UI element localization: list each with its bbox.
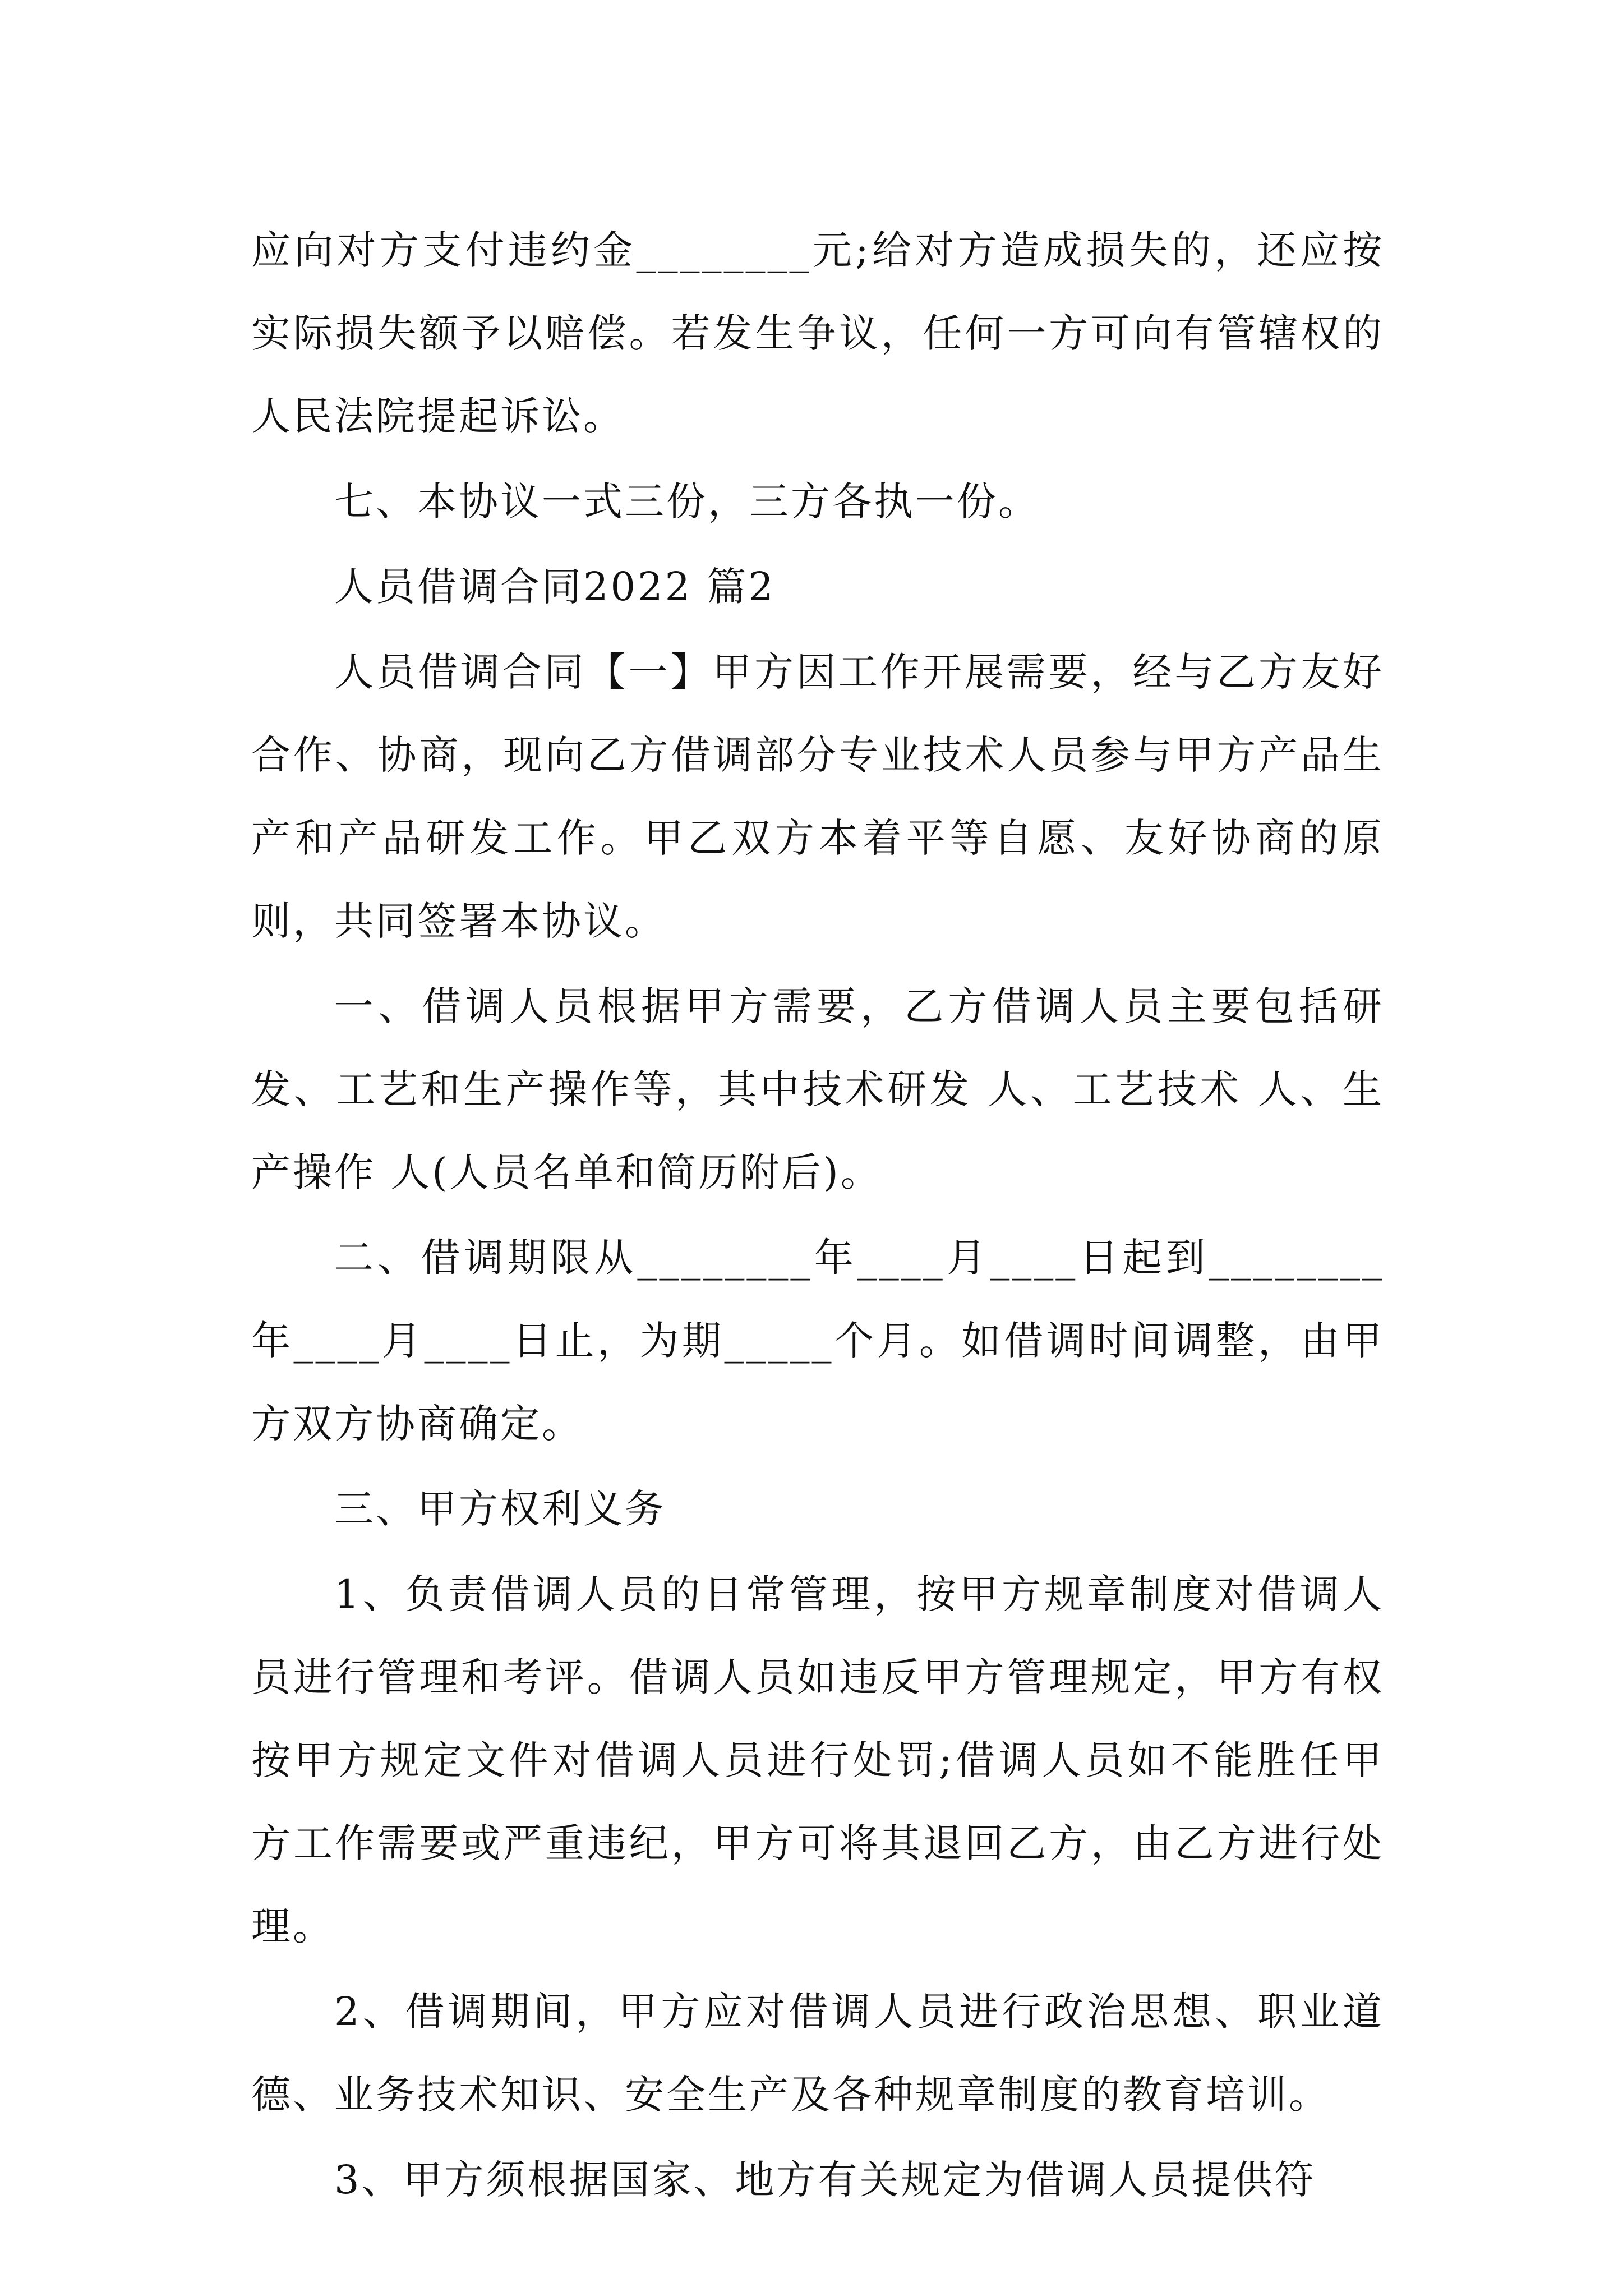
paragraph-preamble: 人员借调合同【一】甲方因工作开展需要，经与乙方友好合作、协商，现向乙方借调部分专业技术人员参与甲方产品生产和产品研发工作。甲乙双方本着平等自愿、友好协商的原则，共同签署本协议。 (251, 649, 1384, 944)
paragraph-item-two: 2、借调期间，甲方应对借调人员进行政治思想、职业道德、业务技术知识、安全生产及各种规章制度的教育培训。 (251, 1989, 1384, 2118)
section-heading: 人员借调合同2022 篇2 (334, 564, 776, 610)
paragraph-item-one: 1、负责借调人员的日常管理，按甲方规章制度对借调人员进行管理和考评。借调人员如违反甲方管理规定，甲方有权按甲方规定文件对借调人员进行处罚;借调人员如不能胜任甲方工作需要或严重违纪，甲方可将其退回乙方，由乙方进行处理。 (251, 1571, 1384, 1949)
document-body (251, 209, 1384, 2224)
paragraph-article-one: 一、借调人员根据甲方需要，乙方借调人员主要包括研发、工艺和生产操作等，其中技术研发 人、工艺技术 人、生产操作 人(人员名单和简历附后)。 (251, 983, 1384, 1195)
paragraph-article-seven: 七、本协议一式三份，三方各执一份。 (334, 478, 1040, 524)
paragraph-article-two: 二、借调期限从________年____月____日起到________年____月____日止，为期_____个月。如借调时间调整，由甲方双方协商确定。 (251, 1235, 1384, 1447)
paragraph-article-three-heading: 三、甲方权利义务 (334, 1486, 666, 1532)
paragraph-penalty-clause: 应向对方支付违约金________元;给对方造成损失的，还应按实际损失额予以赔偿。若发生争议，任何一方可向有管辖权的人民法院提起诉讼。 (251, 227, 1384, 439)
paragraph-item-three: 3、甲方须根据国家、地方有关规定为借调人员提供符 (334, 2157, 1316, 2203)
